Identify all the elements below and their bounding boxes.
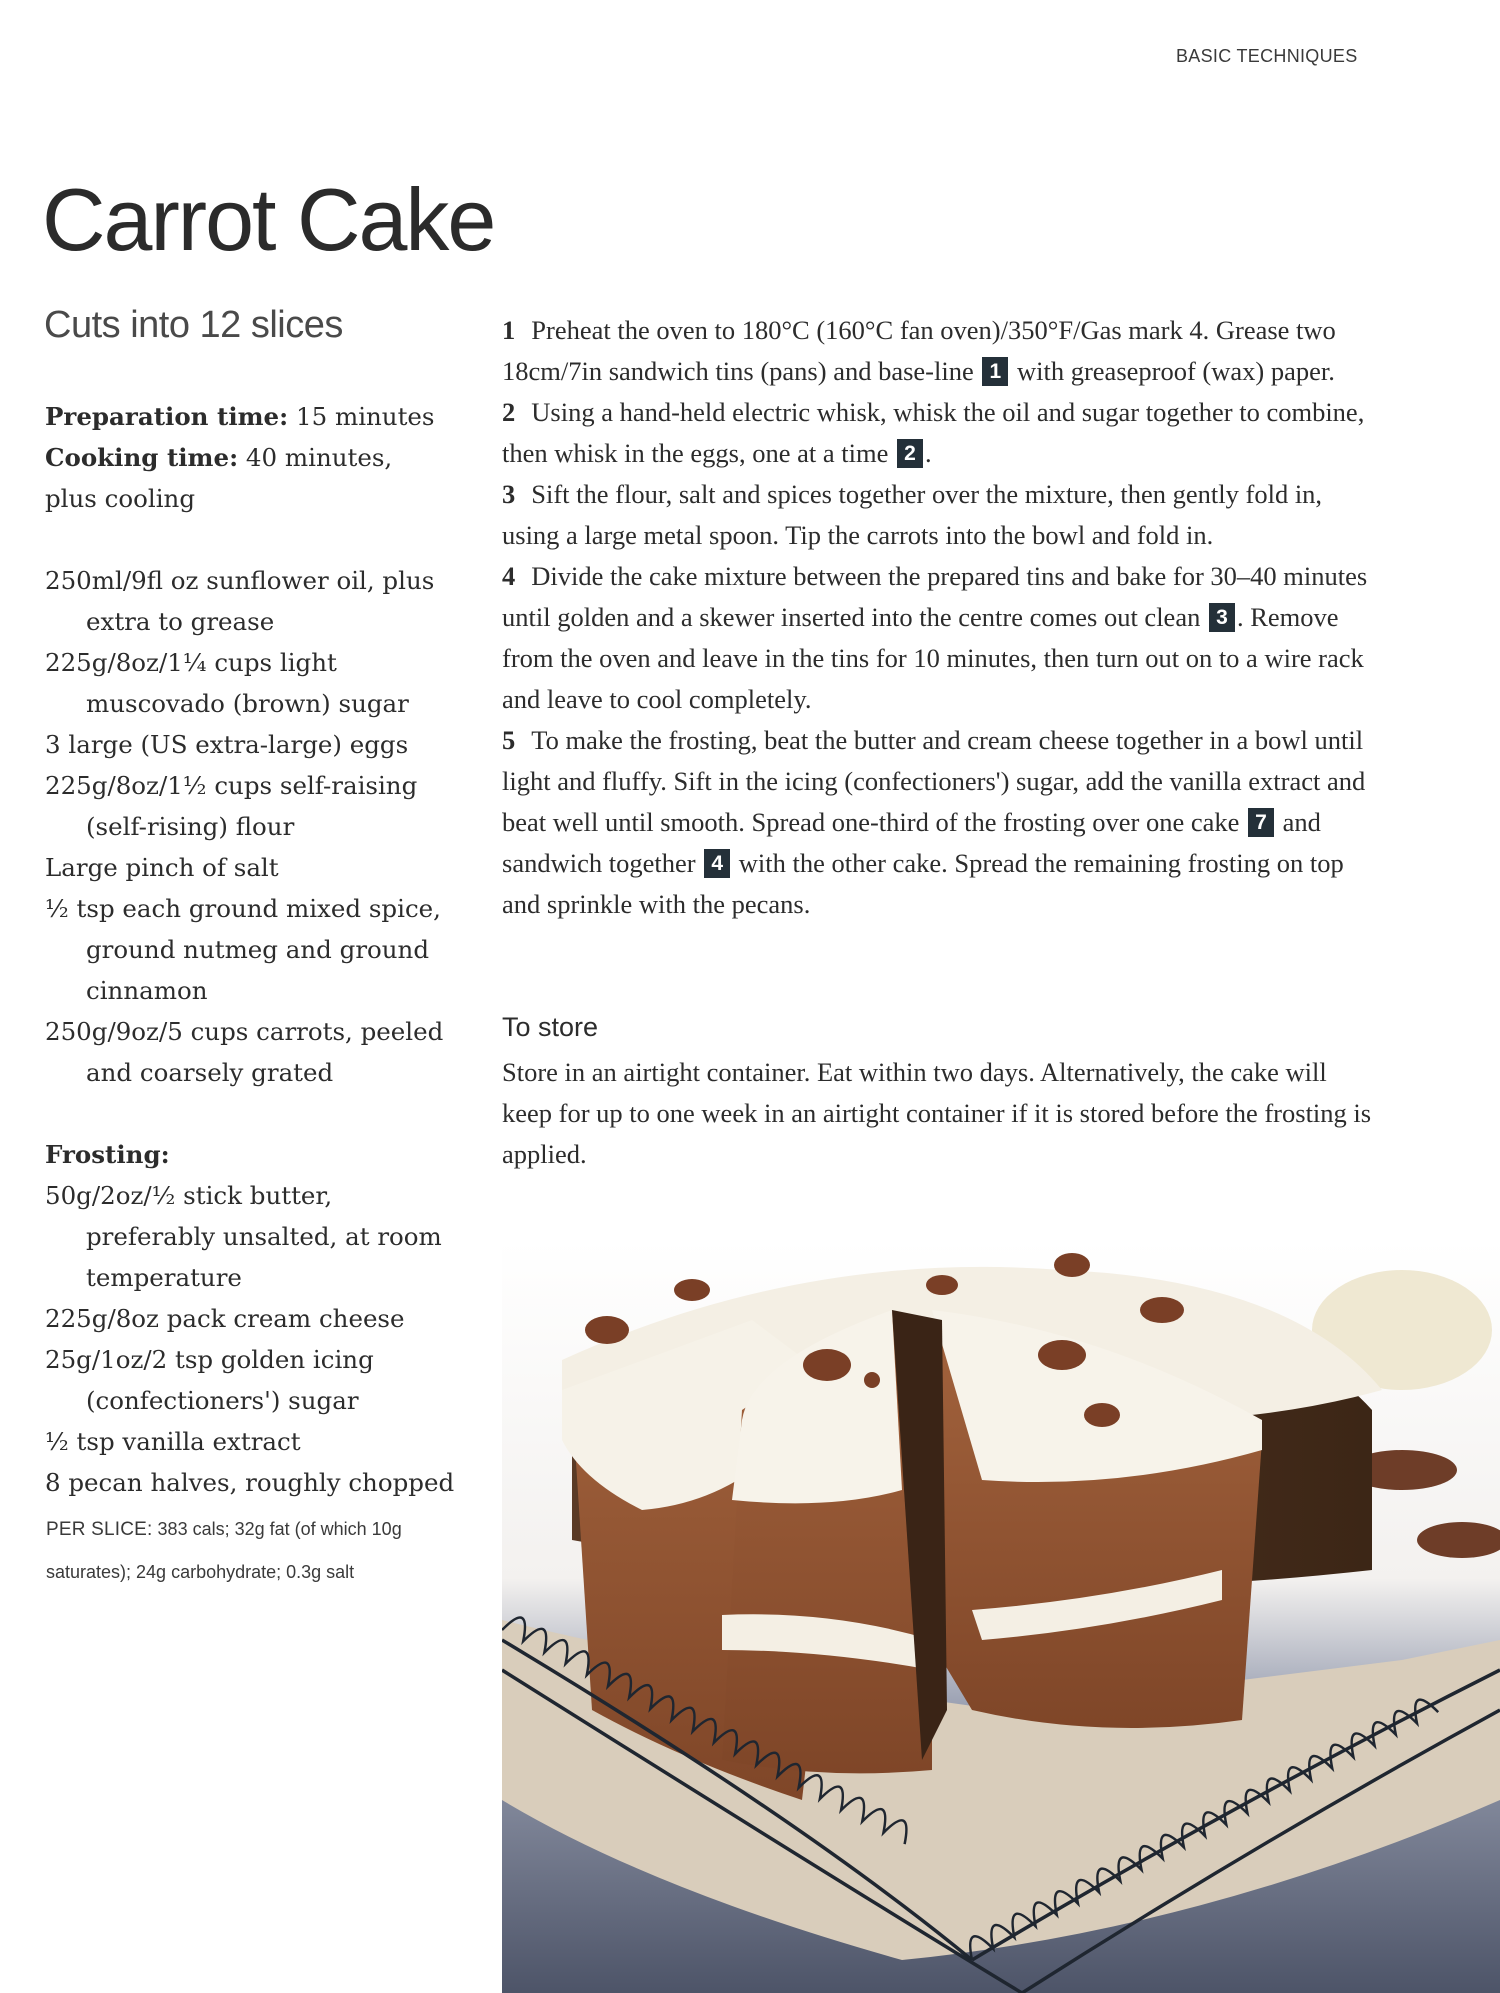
nutrition-label: PER SLICE:	[46, 1519, 153, 1540]
photo-ref-badge: 4	[704, 849, 730, 878]
photo-ref-badge: 3	[1209, 603, 1235, 632]
cake-illustration	[502, 1240, 1500, 1993]
running-head: BASIC TECHNIQUES	[1176, 46, 1358, 66]
frosting-item: ½ tsp vanilla extract	[45, 1427, 301, 1456]
method-column	[502, 310, 1382, 925]
ingredient-item: 250g/9oz/5 cups carrots, peeled and coarsely grated	[45, 1017, 444, 1087]
photo-ref-badge: 7	[1248, 808, 1274, 837]
ingredient-item: 250ml/9fl oz sunflower oil, plus extra to grease	[45, 566, 435, 636]
step-text: .	[925, 438, 932, 468]
storage-text: Store in an airtight container. Eat within two days. Alternatively, the cake will keep for up to one week in an airtight container if it is stored before the frosting is applied.	[502, 1057, 1372, 1169]
spacer	[45, 1093, 465, 1134]
frosting-item: 50g/2oz/½ stick butter, preferably unsalted, at room temperature	[45, 1181, 442, 1292]
frosting-item: 225g/8oz pack cream cheese	[45, 1304, 405, 1333]
ingredient-item: Large pinch of salt	[45, 853, 279, 882]
ingredients-column	[45, 396, 465, 1503]
prep-time-label: Preparation time:	[45, 402, 289, 431]
spacer	[45, 519, 465, 560]
nutrition-text: 383 cals; 32g fat (of which 10g saturates); 24g carbohydrate; 0.3g salt	[46, 1519, 402, 1582]
ingredient-item: 3 large (US extra-large) eggs	[45, 730, 409, 759]
method-step	[502, 310, 1382, 392]
step-text: To make the frosting, beat the butter and cream cheese together in a bowl until light and fluffy. Sift in the icing (confectioners') sugar, add the vanilla extract and beat well until smooth. Spread one-third of the frosting over one cake	[502, 725, 1366, 837]
frosting-item: 25g/1oz/2 tsp golden icing (confectioners') sugar	[45, 1345, 374, 1415]
frosting-list	[45, 1175, 465, 1503]
step-number: 1	[502, 315, 516, 345]
method-step	[502, 392, 1382, 474]
step-number: 2	[502, 397, 516, 427]
step-number: 3	[502, 479, 516, 509]
prep-time-value: 15 minutes	[296, 402, 435, 431]
step-text: . Remove from the oven and leave in the tins for 10 minutes, then turn out on to a wire rack and leave to cool completely.	[502, 602, 1364, 714]
method-step	[502, 556, 1382, 720]
step-text: and sandwich together	[502, 807, 1321, 878]
step-text: with the other cake. Spread the remaining frosting on top and sprinkle with the pecans.	[502, 848, 1344, 919]
step-text: Sift the flour, salt and spices together over the mixture, then gently fold in, using a large metal spoon. Tip the carrots into the bowl and fold in.	[502, 479, 1323, 550]
nutrition-info	[46, 1508, 476, 1593]
ingredient-item: 225g/8oz/1¼ cups light muscovado (brown) sugar	[45, 648, 409, 718]
cake-photo	[502, 1240, 1500, 1993]
step-text: Divide the cake mixture between the prepared tins and bake for 30–40 minutes until golden and a skewer inserted into the centre comes out clean	[502, 561, 1368, 632]
photo-ref-badge: 1	[982, 357, 1008, 386]
cook-time	[45, 437, 465, 478]
step-number: 4	[502, 561, 516, 591]
cook-time-label: Cooking time:	[45, 443, 239, 472]
method-step	[502, 474, 1382, 556]
recipe-title: Carrot Cake	[42, 170, 495, 269]
step-text: Using a hand-held electric whisk, whisk the oil and sugar together to combine, then whisk in the eggs, one at a time	[502, 397, 1365, 468]
step-number: 5	[502, 725, 516, 755]
frosting-item: 8 pecan halves, roughly chopped	[45, 1468, 455, 1497]
recipe-yield: Cuts into 12 slices	[44, 304, 343, 346]
prep-time	[45, 396, 465, 437]
ingredient-list	[45, 560, 465, 1093]
ingredient-item: ½ tsp each ground mixed spice, ground nutmeg and ground cinnamon	[45, 894, 441, 1005]
method-step	[502, 720, 1382, 925]
step-text: with greaseproof (wax) paper.	[1010, 356, 1335, 386]
photo-ref-badge: 2	[897, 439, 923, 468]
frosting-heading: Frosting:	[45, 1140, 170, 1169]
cook-time-extra: plus cooling	[45, 484, 196, 513]
step-text: Preheat the oven to 180°C (160°C fan oven)/350°F/Gas mark 4. Grease two 18cm/7in sandwich tins (pans) and base-line	[502, 315, 1336, 386]
storage-heading: To store	[502, 1012, 599, 1042]
ingredient-item: 225g/8oz/1½ cups self-raising (self-rising) flour	[45, 771, 418, 841]
cook-time-value: 40 minutes,	[245, 443, 393, 472]
